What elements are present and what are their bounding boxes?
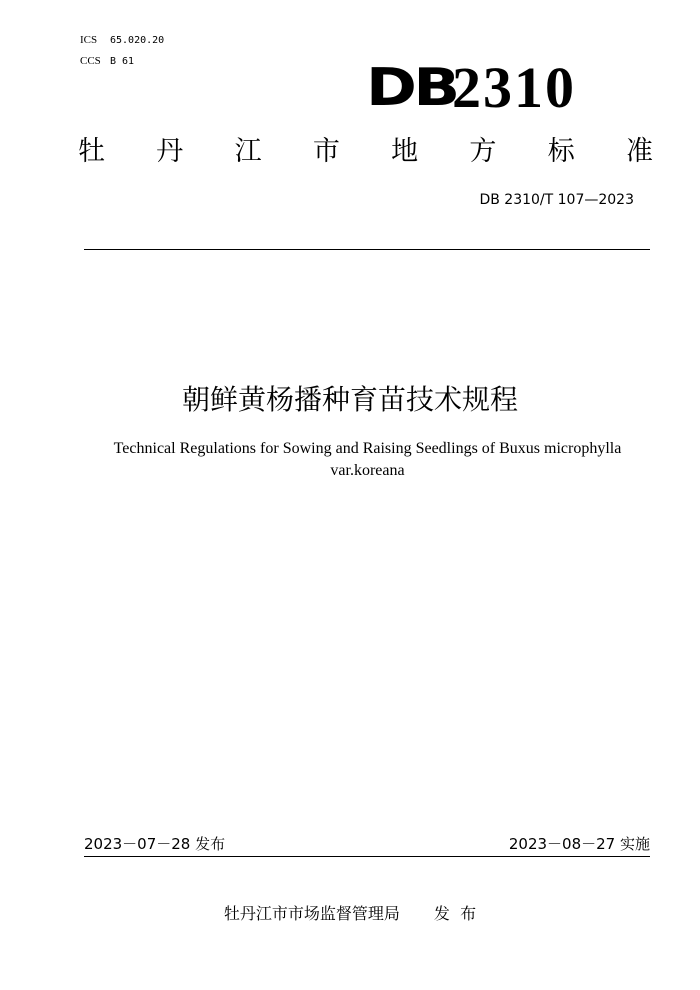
standard-type-char: 方 xyxy=(469,136,497,167)
standard-type-char: 准 xyxy=(625,136,653,167)
issuer-action: 发 布 xyxy=(433,904,477,923)
standard-type-char: 市 xyxy=(312,136,340,167)
document-title-chinese: 朝鲜黄杨播种育苗技术规程 xyxy=(181,383,518,416)
header-divider xyxy=(84,249,650,250)
standard-type-char: 地 xyxy=(391,136,419,167)
db-logo-prefix: DB xyxy=(366,58,457,118)
standard-type-char: 江 xyxy=(234,136,262,167)
standard-type-char: 标 xyxy=(547,136,575,167)
ccs-value: B 61 xyxy=(110,56,135,67)
footer-divider xyxy=(84,856,650,857)
standard-number: DB 2310/T 107—2023 xyxy=(479,192,634,208)
ccs-label: CCS xyxy=(80,55,101,67)
ics-row xyxy=(80,30,164,51)
ics-label: ICS xyxy=(80,34,98,46)
issuing-authority xyxy=(0,902,700,926)
classification-codes xyxy=(80,30,164,72)
db-logo-number: 2310 xyxy=(452,55,576,120)
ccs-row xyxy=(80,51,164,72)
issuer-name: 牡丹江市市场监督管理局 xyxy=(223,904,400,923)
release-date: 2023－07－28 发布 xyxy=(84,835,226,853)
standard-type-char: 牡 xyxy=(78,136,105,167)
db-logo xyxy=(366,55,576,120)
standard-type-heading xyxy=(78,130,653,174)
implementation-date: 2023－08－27 实施 xyxy=(508,835,650,853)
standard-type-char: 丹 xyxy=(156,136,184,167)
document-title-english: Technical Regulations for Sowing and Raising Seedlings of Buxus microphylla var.koreana xyxy=(113,440,622,479)
ics-value: 65.020.20 xyxy=(110,35,165,46)
